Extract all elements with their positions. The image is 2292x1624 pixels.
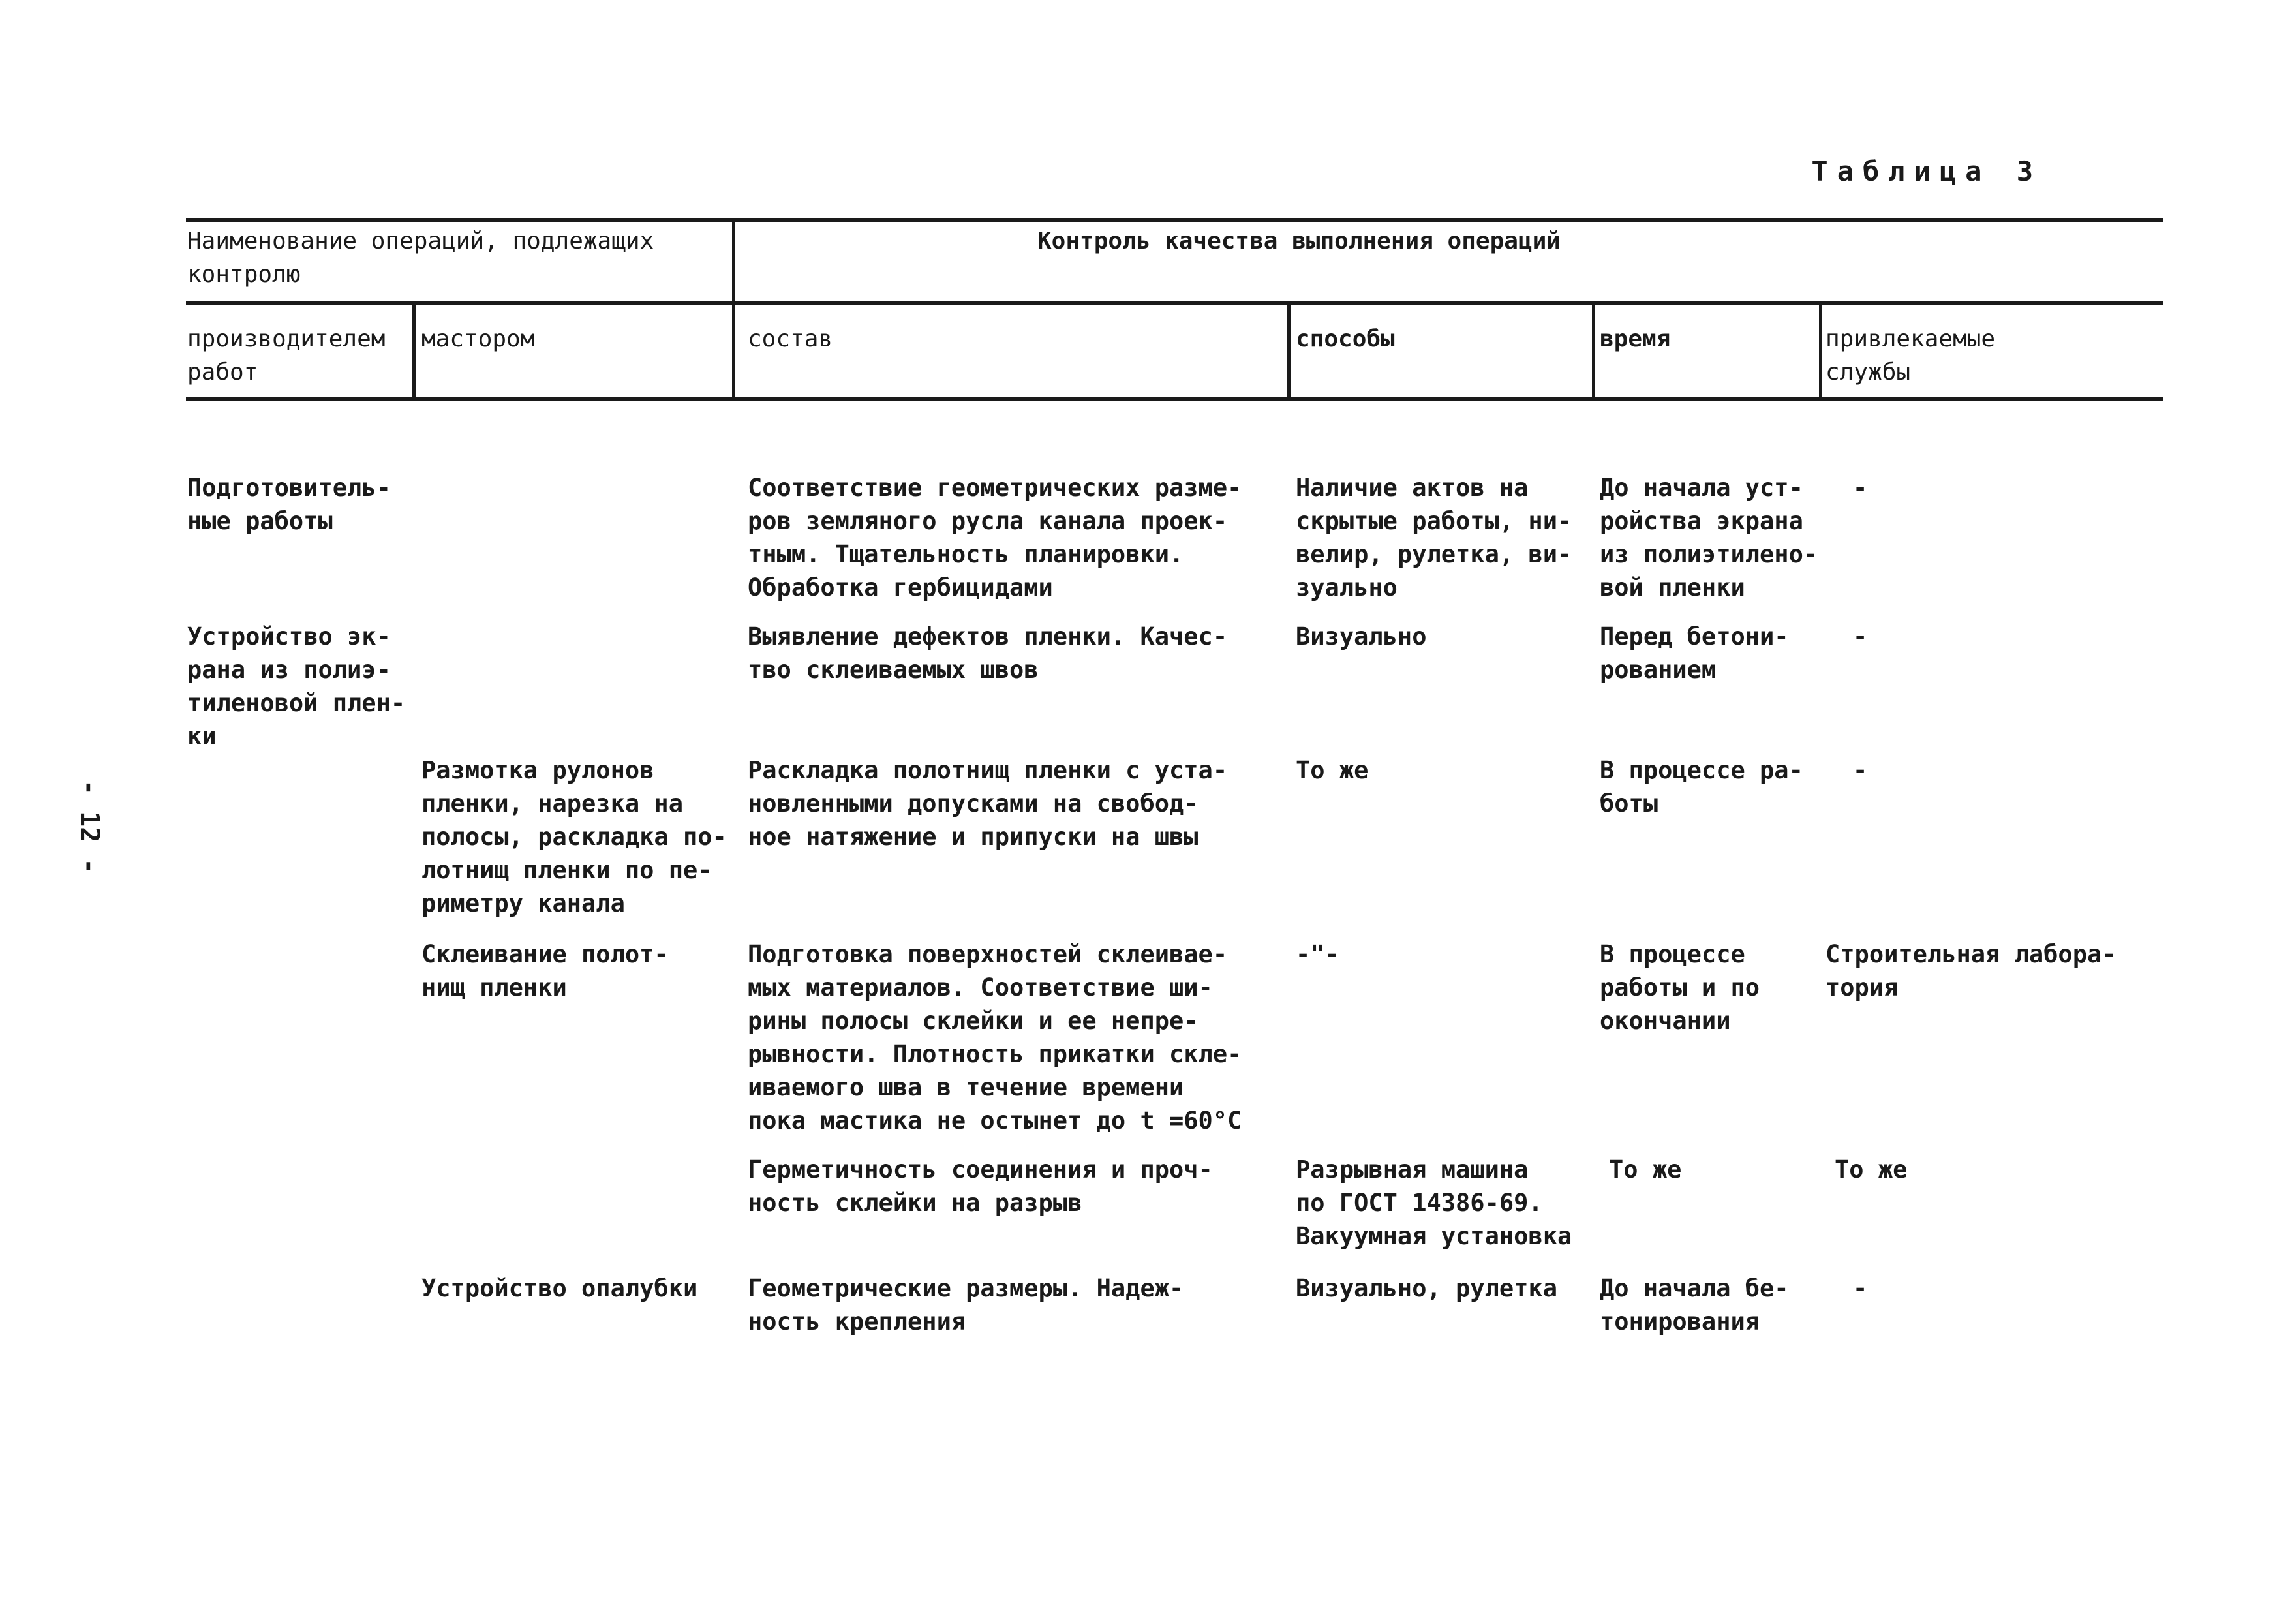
row-2-methods (1296, 754, 1368, 787)
cell-line: рывности. Плотность прикатки скле- (748, 1040, 1242, 1068)
header-col-services (1826, 322, 1995, 389)
row-5-time (1600, 1272, 1789, 1338)
cell-line: В процессе (1600, 940, 1745, 968)
cell-line: - (1853, 622, 1868, 651)
header-group-left-line: контролю (187, 261, 301, 288)
row-3-master (421, 938, 669, 1004)
row-1-time (1600, 620, 1789, 686)
row-0-services (1853, 471, 1867, 504)
cell-line: Соответствие геометрических разме- (748, 474, 1242, 502)
cell-line: - (1853, 474, 1868, 502)
cell-line: Строительная лабора- (1826, 940, 2116, 968)
cell-line: То же (1296, 756, 1369, 784)
header-group-left (187, 224, 654, 291)
cell-line: Склеивание полот- (421, 940, 669, 968)
cell-line: То же (1835, 1156, 1908, 1184)
header-col-master: мастором (421, 326, 535, 352)
row-2-composition (748, 754, 1227, 853)
row-1-services (1853, 620, 1867, 653)
header-divider-4 (1592, 301, 1595, 401)
cell-line: Разрывная машина (1296, 1156, 1529, 1184)
header-divider-1 (732, 218, 735, 401)
row-3-services (1826, 938, 2116, 1004)
row-3-time (1600, 938, 1760, 1037)
cell-line: ройства экрана (1600, 507, 1803, 535)
row-5-master (421, 1272, 697, 1305)
cell-line: ные работы (187, 507, 333, 535)
row-1-composition (748, 620, 1227, 686)
header-col-services-line: привлекаемые (1826, 326, 1996, 352)
cell-line: тво склеиваемых швов (748, 656, 1039, 684)
cell-line: пока мастика не остынет до t =60°С (748, 1107, 1242, 1135)
header-divider-5 (1819, 301, 1822, 401)
cell-line: - (1853, 756, 1868, 784)
cell-line: тонирования (1600, 1308, 1760, 1336)
cell-line: Размотка рулонов (421, 756, 654, 784)
header-group-left-line: Наименование операций, подлежащих (187, 228, 654, 254)
cell-line: тным. Тщательность планировки. (748, 540, 1184, 568)
cell-line: ров земляного русла канала проек- (748, 507, 1228, 535)
header-divider-2 (412, 301, 416, 401)
header-divider-3 (1287, 301, 1291, 401)
cell-line: ность крепления (748, 1308, 966, 1336)
cell-line: ки (187, 722, 217, 750)
row-0-composition (748, 471, 1242, 604)
cell-line: ность склейки на разрыв (748, 1189, 1082, 1217)
cell-line: иваемого шва в течение времени (748, 1073, 1184, 1101)
cell-line: зуально (1296, 574, 1398, 602)
header-col-producer-line: работ (187, 359, 258, 386)
row-2-services (1853, 754, 1867, 787)
table-title: Таблица 3 (1811, 155, 2042, 187)
table-header-mid-rule (186, 301, 2163, 305)
cell-line: велир, рулетка, ви- (1296, 540, 1572, 568)
cell-line: тория (1826, 973, 1899, 1002)
page-number: - 12 - (74, 780, 104, 874)
row-5-methods (1296, 1272, 1557, 1305)
cell-line: - (1853, 1274, 1868, 1302)
cell-line: нищ пленки (421, 973, 567, 1002)
cell-line: Устройство опалубки (421, 1274, 698, 1302)
cell-line: пленки, нарезка на (421, 789, 683, 818)
cell-line: мых материалов. Соответствие ши- (748, 973, 1213, 1002)
row-0-producer (187, 471, 391, 538)
header-col-composition: состав (748, 326, 833, 352)
table-header-bottom-rule (186, 397, 2163, 401)
cell-line: Обработка гербицидами (748, 574, 1053, 602)
cell-line: Герметичность соединения и проч- (748, 1156, 1213, 1184)
header-col-time: время (1600, 326, 1671, 352)
header-group-right: Контроль качества выполнения операций (1037, 228, 1561, 254)
cell-line: вой пленки (1600, 574, 1745, 602)
row-0-time (1600, 471, 1818, 604)
header-col-producer (187, 322, 385, 389)
cell-line: рины полосы склейки и ее непре- (748, 1007, 1199, 1035)
cell-line: ное натяжение и припуски на швы (748, 823, 1199, 851)
cell-line: полосы, раскладка по- (421, 823, 727, 851)
cell-line: из полиэтилено- (1600, 540, 1818, 568)
cell-line: новленными допусками на свобод- (748, 789, 1199, 818)
cell-line: Геометрические размеры. Надеж- (748, 1274, 1184, 1302)
cell-line: До начала уст- (1600, 474, 1803, 502)
row-2-time (1600, 754, 1803, 820)
cell-line: лотнищ пленки по пе- (421, 856, 712, 884)
cell-line: В процессе ра- (1600, 756, 1803, 784)
row-3-methods (1296, 938, 1339, 971)
header-col-services-line: службы (1826, 359, 1911, 386)
row-4-methods (1296, 1153, 1572, 1253)
row-0-methods (1296, 471, 1572, 604)
cell-line: -"- (1296, 940, 1339, 968)
cell-line: Подготовитель- (187, 474, 391, 502)
cell-line: Раскладка полотнищ пленки с уста- (748, 756, 1228, 784)
row-1-producer (187, 620, 405, 753)
cell-line: Вакуумная установка (1296, 1222, 1572, 1250)
cell-line: тиленовой плен- (187, 689, 406, 717)
cell-line: Выявление дефектов пленки. Качес- (748, 622, 1228, 651)
cell-line: боты (1600, 789, 1658, 818)
cell-line: Визуально (1296, 622, 1427, 651)
cell-line: Перед бетони- (1600, 622, 1789, 651)
cell-line: Подготовка поверхностей склеивае- (748, 940, 1228, 968)
cell-line: рана из полиэ- (187, 656, 391, 684)
cell-line: Наличие актов на (1296, 474, 1529, 502)
header-col-methods: способы (1296, 326, 1395, 352)
cell-line: рованием (1600, 656, 1717, 684)
cell-line: окончании (1600, 1007, 1731, 1035)
row-1-methods (1296, 620, 1426, 653)
row-3-composition (748, 938, 1242, 1137)
row-4-time (1609, 1153, 1681, 1186)
row-5-services (1853, 1272, 1867, 1305)
row-2-master (421, 754, 727, 920)
cell-line: То же (1609, 1156, 1682, 1184)
cell-line: До начала бе- (1600, 1274, 1789, 1302)
cell-line: Визуально, рулетка (1296, 1274, 1557, 1302)
row-4-services (1835, 1153, 1907, 1186)
row-4-composition (748, 1153, 1213, 1219)
row-5-composition (748, 1272, 1184, 1338)
header-col-producer-line: производителем (187, 326, 386, 352)
cell-line: риметру канала (421, 889, 625, 917)
table-top-rule (186, 218, 2163, 222)
cell-line: по ГОСТ 14386-69. (1296, 1189, 1543, 1217)
cell-line: работы и по (1600, 973, 1760, 1002)
cell-line: Устройство эк- (187, 622, 391, 651)
cell-line: скрытые работы, ни- (1296, 507, 1572, 535)
